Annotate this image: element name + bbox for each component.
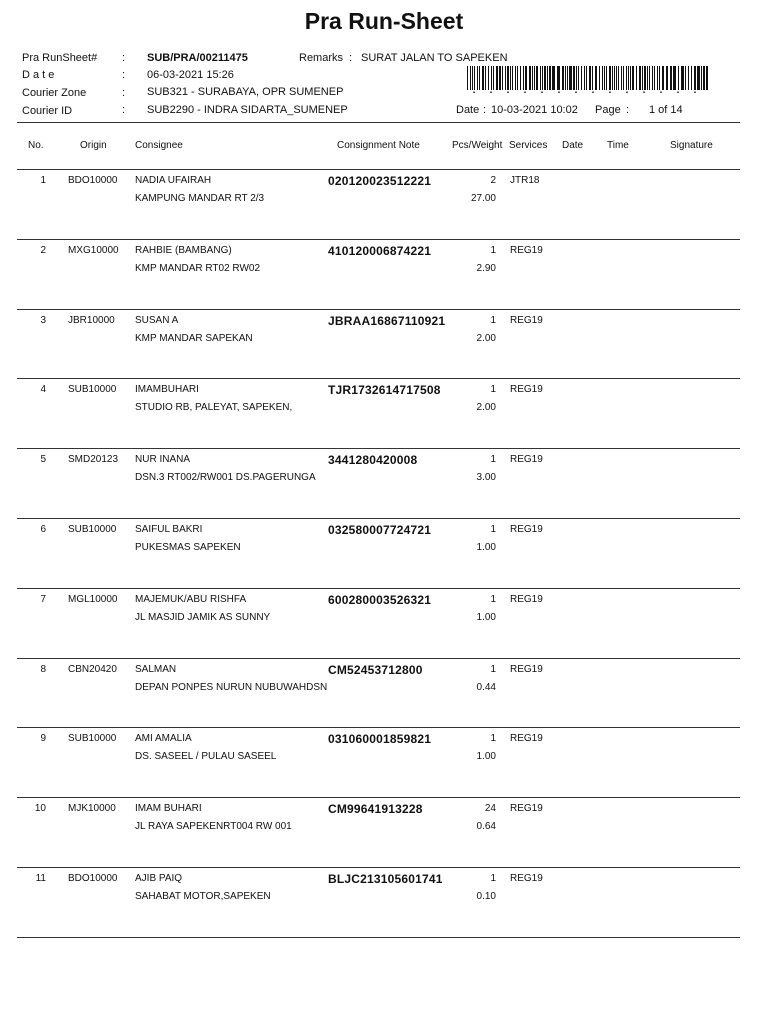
row-divider xyxy=(17,658,740,659)
consignee-name: SAIFUL BAKRI xyxy=(135,524,203,535)
date-value: 06-03-2021 15:26 xyxy=(147,69,234,81)
pieces-count: 1 xyxy=(490,873,496,884)
row-number: 8 xyxy=(40,664,46,675)
row-origin: BDO10000 xyxy=(68,873,118,884)
row-origin: CBN20420 xyxy=(68,664,117,675)
pieces-count: 24 xyxy=(484,803,496,814)
colon: : xyxy=(626,104,630,116)
row-divider xyxy=(17,937,740,938)
courier-zone-label: Courier Zone xyxy=(22,87,87,99)
row-origin: JBR10000 xyxy=(68,315,115,326)
row-number: 6 xyxy=(40,524,46,535)
column-header-consignee: Consignee xyxy=(135,140,183,151)
service-code: REG19 xyxy=(510,873,543,884)
pieces-count: 1 xyxy=(490,524,496,535)
service-code: REG19 xyxy=(510,524,543,535)
column-header-time: Time xyxy=(607,140,629,151)
column-header-consignment-note: Consignment Note xyxy=(337,140,420,151)
consignment-note: TJR1732614717508 xyxy=(328,383,441,397)
weight-value: 1.00 xyxy=(476,751,496,762)
weight-value: 0.10 xyxy=(476,891,496,902)
row-number: 10 xyxy=(34,803,46,814)
consignee-name: MAJEMUK/ABU RISHFA xyxy=(135,594,247,605)
row-origin: SMD20123 xyxy=(68,454,119,465)
consignee-name: IMAM BUHARI xyxy=(135,803,202,814)
remarks-label: Remarks xyxy=(299,52,344,64)
row-number: 2 xyxy=(40,245,46,256)
consignee-address: DEPAN PONPES NURUN NUBUWAHDSN xyxy=(135,682,328,693)
row-origin: SUB10000 xyxy=(68,524,117,535)
row-number: 3 xyxy=(40,315,46,326)
weight-value: 1.00 xyxy=(476,612,496,623)
colon: : xyxy=(122,104,126,116)
pieces-count: 1 xyxy=(490,594,496,605)
weight-value: 2.00 xyxy=(476,333,496,344)
pieces-count: 1 xyxy=(490,664,496,675)
consignment-note: CM52453712800 xyxy=(328,663,423,677)
weight-value: 2.00 xyxy=(476,402,496,413)
row-divider xyxy=(17,378,740,379)
service-code: REG19 xyxy=(510,315,543,326)
consignee-address: JL MASJID JAMIK AS SUNNY xyxy=(135,612,271,623)
consignee-name: AMI AMALIA xyxy=(135,733,192,744)
weight-value: 0.64 xyxy=(476,821,496,832)
column-header-origin: Origin xyxy=(80,140,107,151)
courier-id-value: SUB2290 - INDRA SIDARTA_SUMENEP xyxy=(147,104,348,116)
consignee-name: SALMAN xyxy=(135,664,177,675)
column-header-signature: Signature xyxy=(670,140,713,151)
row-divider xyxy=(17,309,740,310)
pieces-count: 2 xyxy=(490,175,496,186)
row-number: 4 xyxy=(40,384,46,395)
weight-value: 3.00 xyxy=(476,472,496,483)
consignment-note: 410120006874221 xyxy=(328,244,432,258)
weight-value: 2.90 xyxy=(476,263,496,274)
date-label: D a t e xyxy=(22,69,55,81)
consignee-name: NADIA UFAIRAH xyxy=(135,175,212,186)
barcode-image xyxy=(467,66,709,94)
consignee-name: RAHBIE (BAMBANG) xyxy=(135,245,232,256)
runsheet-label: Pra RunSheet# xyxy=(22,52,98,64)
row-divider xyxy=(17,448,740,449)
row-origin: SUB10000 xyxy=(68,384,117,395)
row-number: 5 xyxy=(40,454,46,465)
pieces-count: 1 xyxy=(490,454,496,465)
pieces-count: 1 xyxy=(490,315,496,326)
row-divider xyxy=(17,727,740,728)
service-code: REG19 xyxy=(510,803,543,814)
row-number: 11 xyxy=(35,873,46,884)
row-origin: SUB10000 xyxy=(68,733,117,744)
column-header-no: No. xyxy=(28,140,44,151)
consignee-address: STUDIO RB, PALEYAT, SAPEKEN, xyxy=(135,402,293,413)
colon: : xyxy=(122,52,126,64)
weight-value: 1.00 xyxy=(476,542,496,553)
service-code: REG19 xyxy=(510,454,543,465)
pieces-count: 1 xyxy=(490,733,496,744)
colon: : xyxy=(122,69,126,81)
consignment-note: BLJC213105601741 xyxy=(328,872,443,886)
consignee-address: DSN.3 RT002/RW001 DS.PAGERUNGA xyxy=(135,472,316,483)
weight-value: 27.00 xyxy=(470,193,496,204)
consignee-address: SAHABAT MOTOR,SAPEKEN xyxy=(135,891,271,902)
service-code: REG19 xyxy=(510,384,543,395)
column-header-date: Date xyxy=(562,140,584,151)
row-origin: MJK10000 xyxy=(68,803,116,814)
consignee-name: SUSAN A xyxy=(135,315,179,326)
consignment-note: 020120023512221 xyxy=(328,174,432,188)
consignee-name: NUR INANA xyxy=(135,454,191,465)
row-divider xyxy=(17,518,740,519)
consignee-address: PUKESMAS SAPEKEN xyxy=(135,542,241,553)
colon: : xyxy=(122,87,126,99)
column-header-divider xyxy=(17,169,740,170)
consignee-address: DS. SASEEL / PULAU SASEEL xyxy=(135,751,277,762)
row-origin: MXG10000 xyxy=(68,245,119,256)
consignee-address: KMP MANDAR SAPEKAN xyxy=(135,333,253,344)
service-code: REG19 xyxy=(510,594,543,605)
row-origin: BDO10000 xyxy=(68,175,118,186)
row-divider xyxy=(17,797,740,798)
colon: : xyxy=(483,104,487,116)
row-number: 9 xyxy=(40,733,46,744)
page-title: Pra Run-Sheet xyxy=(304,8,464,34)
row-divider xyxy=(17,239,740,240)
consignment-note: 3441280420008 xyxy=(328,453,418,467)
print-date-value: 10-03-2021 10:02 xyxy=(491,104,578,116)
courier-id-label: Courier ID xyxy=(22,105,73,117)
row-divider xyxy=(17,588,740,589)
remarks-value: SURAT JALAN TO SAPEKEN xyxy=(361,52,508,64)
row-origin: MGL10000 xyxy=(68,594,118,605)
row-number: 1 xyxy=(40,175,46,186)
column-header-pcs-weight: Pcs/Weight xyxy=(452,140,503,151)
consignee-name: AJIB PAIQ xyxy=(135,873,183,884)
colon: : xyxy=(349,52,353,64)
consignment-note: 600280003526321 xyxy=(328,593,432,607)
page-label: Page xyxy=(595,104,621,116)
consignment-note: JBRAA16867110921 xyxy=(328,314,446,328)
courier-zone-value: SUB321 - SURABAYA, OPR SUMENEP xyxy=(147,86,344,98)
consignee-name: IMAMBUHARI xyxy=(135,384,199,395)
service-code: REG19 xyxy=(510,664,543,675)
page-number: 1 of 14 xyxy=(649,104,683,116)
consignment-note: CM99641913228 xyxy=(328,802,423,816)
weight-value: 0.44 xyxy=(476,682,496,693)
pieces-count: 1 xyxy=(490,384,496,395)
row-number: 7 xyxy=(40,594,46,605)
column-header-services: Services xyxy=(509,140,548,151)
row-divider xyxy=(17,867,740,868)
consignment-note: 032580007724721 xyxy=(328,523,432,537)
service-code: REG19 xyxy=(510,733,543,744)
consignment-note: 031060001859821 xyxy=(328,732,432,746)
print-date-label: Date xyxy=(456,104,480,116)
service-code: JTR18 xyxy=(510,175,540,186)
consignee-address: KAMPUNG MANDAR RT 2/3 xyxy=(135,193,265,204)
consignee-address: KMP MANDAR RT02 RW02 xyxy=(135,263,261,274)
header-divider xyxy=(17,122,740,123)
runsheet-number: SUB/PRA/00211475 xyxy=(147,52,248,64)
service-code: REG19 xyxy=(510,245,543,256)
pieces-count: 1 xyxy=(490,245,496,256)
consignee-address: JL RAYA SAPEKENRT004 RW 001 xyxy=(135,821,292,832)
